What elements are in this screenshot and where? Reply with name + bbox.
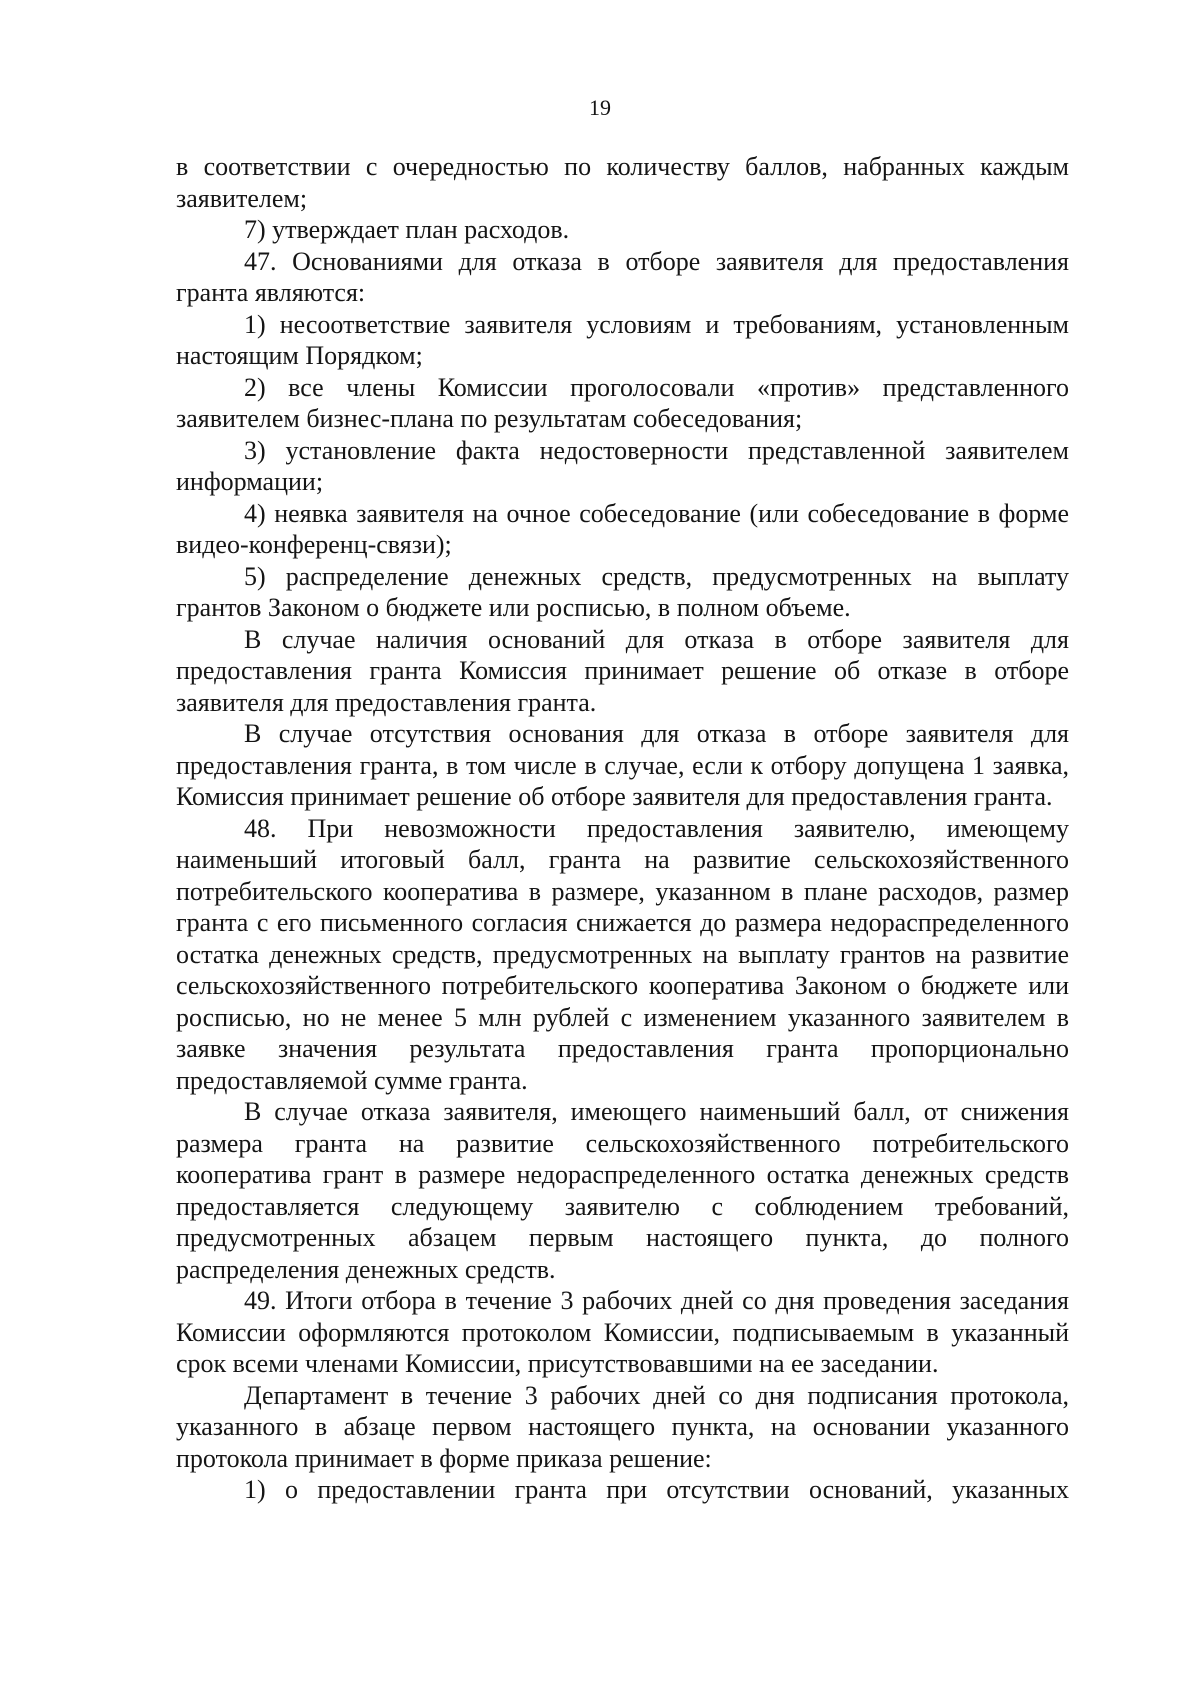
paragraph: 4) неявка заявителя на очное собеседование (или собеседование в форме видео-конференц-связи); bbox=[176, 498, 1069, 559]
paragraph: 49. Итоги отбора в течение 3 рабочих дней со дня проведения заседания Комиссии оформляются протоколом Комиссии, подписываемым в указанный срок всеми членами Комиссии, присутствовавшими на ее заседании. bbox=[176, 1286, 1069, 1378]
paragraph: 48. При невозможности предоставления заявителю, имеющему наименьший итоговый балл, гранта на развитие сельскохозяйственного потребительского кооператива в размере, указанном в плане расходов, размер гранта с его письменного согласия снижается до размера недораспределенного остатка денежных средств, предусмотренных на выплату грантов на развитие сельскохозяйственного потребительского кооператива Законом о бюджете или росписью, но не менее 5 млн рублей с изменением указанного заявителем в заявке значения результата предоставления гранта пропорционально предоставляемой сумме гранта. bbox=[176, 813, 1069, 1095]
page-number: 19 bbox=[589, 95, 611, 120]
paragraph: Департамент в течение 3 рабочих дней со дня подписания протокола, указанного в абзаце первом настоящего пункта, на основании указанного протокола принимает в форме приказа решение: bbox=[176, 1380, 1069, 1473]
paragraph: в соответствии с очередностью по количеству баллов, набранных каждым заявителем; bbox=[176, 152, 1069, 213]
paragraph: 47. Основаниями для отказа в отборе заявителя для предоставления гранта являются: bbox=[176, 246, 1069, 307]
paragraph: 3) установление факта недостоверности представленной заявителем информации; bbox=[176, 435, 1069, 496]
paragraph: 2) все члены Комиссии проголосовали «против» представленного заявителем бизнес-плана по результатам собеседования; bbox=[176, 372, 1069, 433]
paragraph: 1) несоответствие заявителя условиям и требованиям, установленным настоящим Порядком; bbox=[176, 309, 1069, 370]
document-body bbox=[176, 151, 1069, 1506]
paragraph: 1) о предоставлении гранта при отсутствии оснований, указанных bbox=[244, 1475, 1069, 1504]
paragraph: В случае наличия оснований для отказа в отборе заявителя для предоставления гранта Комиссия принимает решение об отказе в отборе заявителя для предоставления гранта. bbox=[176, 624, 1069, 717]
paragraph: 5) распределение денежных средств, предусмотренных на выплату грантов Законом о бюджете или росписью, в полном объеме. bbox=[176, 561, 1069, 622]
paragraph: В случае отказа заявителя, имеющего наименьший балл, от снижения размера гранта на развитие сельскохозяйственного потребительского кооператива грант в размере недораспределенного остатка денежных средств предоставляется следующему заявителю с соблюдением требований, предусмотренных абзацем первым настоящего пункта, до полного распределения денежных средств. bbox=[176, 1097, 1069, 1284]
paragraph: 7) утверждает план расходов. bbox=[244, 215, 570, 244]
paragraph: В случае отсутствия основания для отказа в отборе заявителя для предоставления гранта, в том числе в случае, если к отбору допущена 1 заявка, Комиссия принимает решение об отборе заявителя для предоставления гранта. bbox=[176, 719, 1069, 811]
